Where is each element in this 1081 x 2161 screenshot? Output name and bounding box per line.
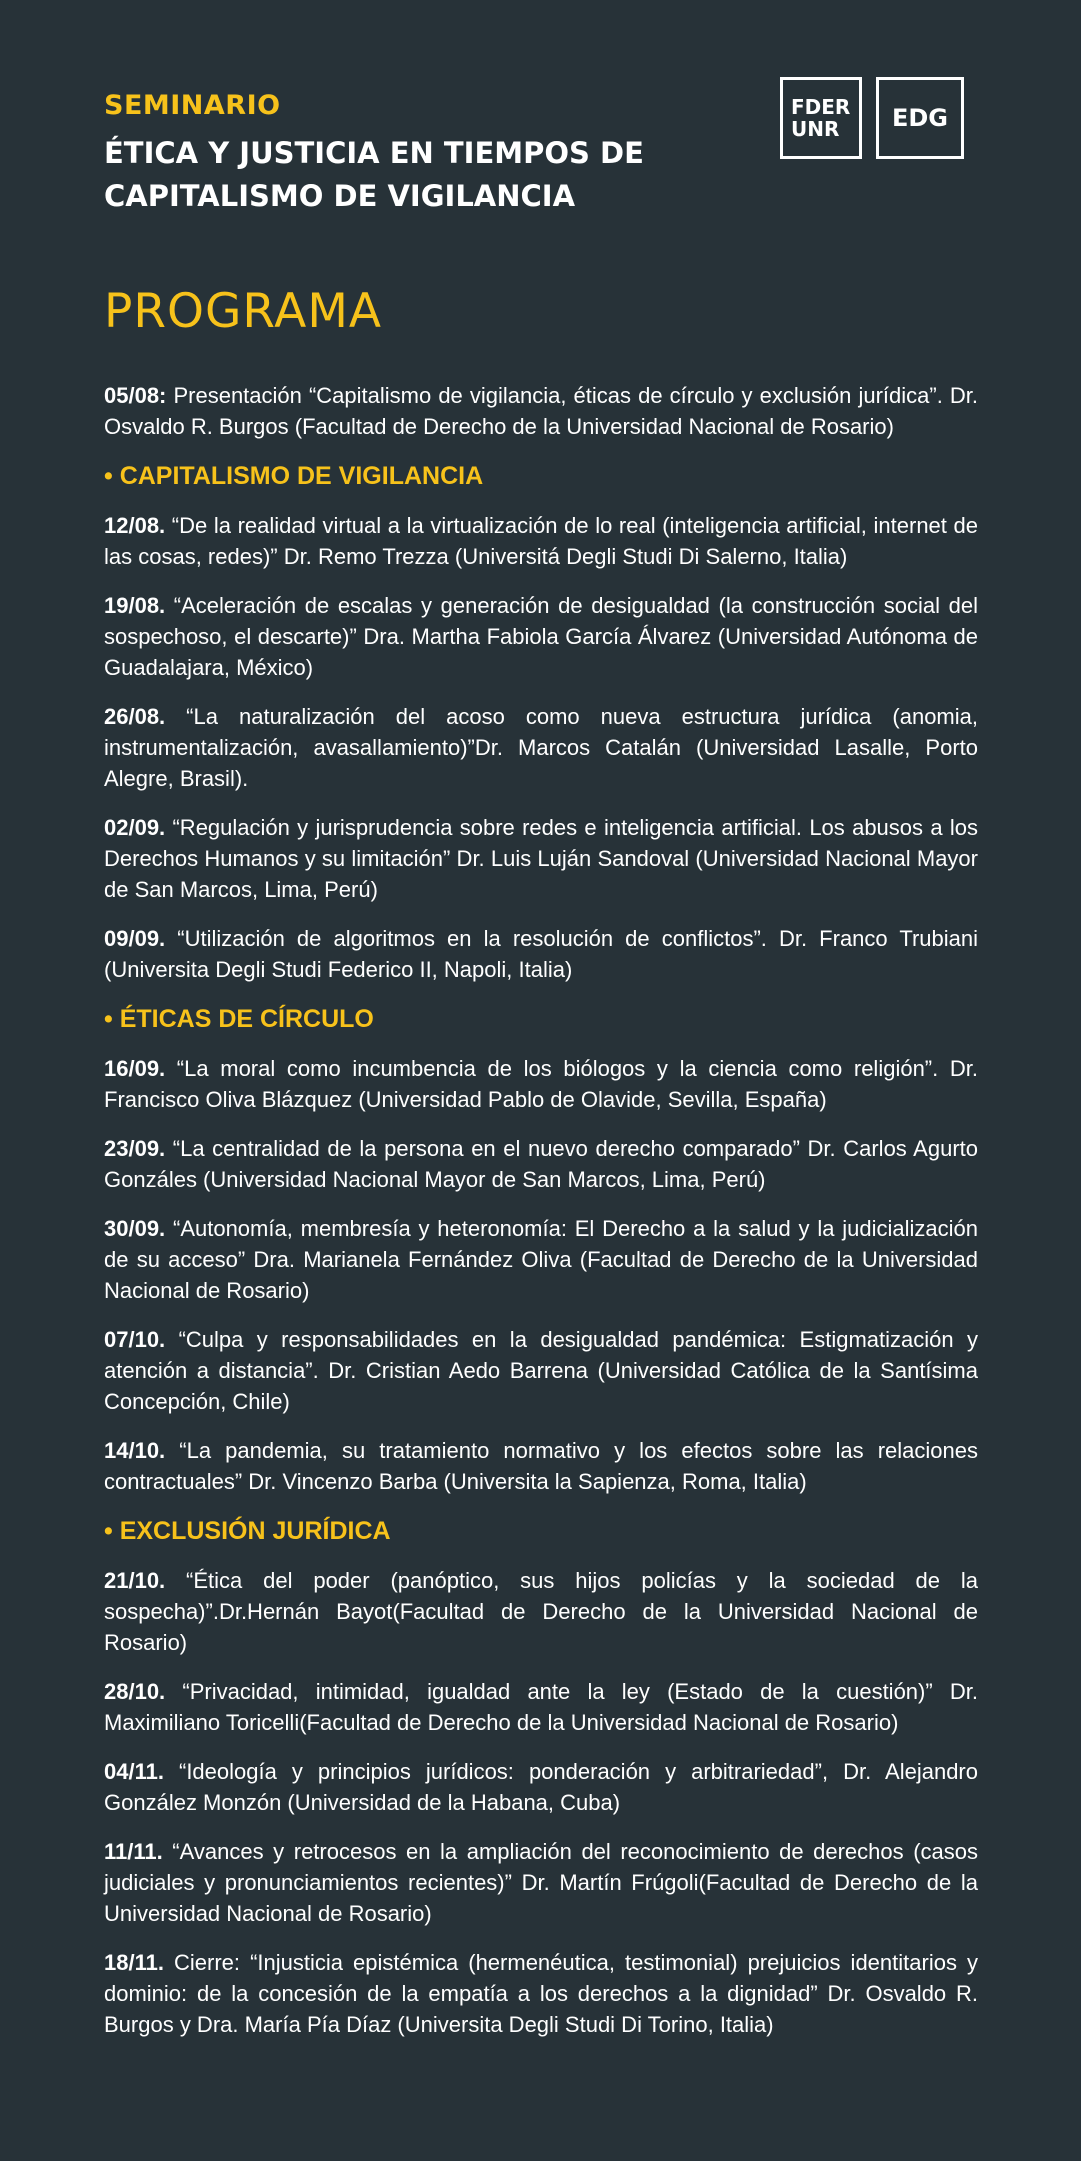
entry-date: 09/09. [104,926,166,951]
program-entry [104,1324,978,1417]
program-list [104,380,978,2058]
seminar-title [104,132,724,218]
entry-text: Presentación “Capitalismo de vigilancia, éticas de círculo y exclusión jurídica”. Dr. Osvaldo R. Burgos (Facultad de Derecho de la Universidad Nacional de Rosario) [104,383,978,439]
entry-text: “La naturalización del acoso como nueva estructura jurídica (anomia, instrumentalización, avasallamiento)”Dr. Marcos Catalán (Universidad Lasalle, Porto Alegre, Brasil). [104,704,978,791]
entry-text: “Ideología y principios jurídicos: ponderación y arbitrariedad”, Dr. Alejandro González Monzón (Universidad de la Habana, Cuba) [104,1759,978,1815]
entry-text: “La pandemia, su tratamiento normativo y los efectos sobre las relaciones contractuales” Dr. Vincenzo Barba (Universita la Sapienza, Roma, Italia) [104,1438,978,1494]
program-entry [104,1947,978,2040]
edg-logo [876,77,964,159]
entry-text: “Avances y retrocesos en la ampliación del reconocimiento de derechos (casos judiciales y pronunciamientos recientes)” Dr. Martín Frúgoli(Facultad de Derecho de la Universidad Nacional de Rosario) [104,1839,978,1926]
program-entry [104,1676,978,1738]
entry-date: 12/08. [104,513,166,538]
entry-text: “Autonomía, membresía y heteronomía: El Derecho a la salud y la judicialización de su acceso” Dra. Marianela Fernández Oliva (Facultad de Derecho de la Universidad Nacional de Rosario) [104,1216,978,1303]
program-entry [104,1435,978,1497]
seminar-label: SEMINARIO [104,90,281,121]
program-entry [104,812,978,905]
entry-date: 04/11. [104,1759,164,1784]
entry-text: “De la realidad virtual a la virtualización de lo real (inteligencia artificial, internet de las cosas, redes)” Dr. Remo Trezza (Universitá Degli Studi Di Salerno, Italia) [104,513,978,569]
entry-text: “Aceleración de escalas y generación de desigualdad (la construcción social del sospechoso, el descarte)” Dra. Martha Fabiola García Álvarez (Universidad Autónoma de Guadalajara, México) [104,593,978,680]
edg-logo-text: EDG [891,104,948,132]
entry-date: 21/10. [104,1568,166,1593]
fder-logo-line-2: UNR [791,117,840,141]
section-title-capitalismo: • CAPITALISMO DE VIGILANCIA [104,462,484,490]
program-entry [104,1213,978,1306]
entry-date: 18/11. [104,1950,164,1975]
entry-text: “Culpa y responsabilidades en la desigualdad pandémica: Estigmatización y atención a distancia”. Dr. Cristian Aedo Barrena (Universidad Católica de la Santísima Concepción, Chile) [104,1327,978,1414]
section-title-exclusion: • EXCLUSIÓN JURÍDICA [104,1517,391,1545]
entry-text: Cierre: “Injusticia epistémica (hermenéutica, testimonial) prejuicios identitarios y dominio: de la concesión de la empatía a los derechos a la dignidad” Dr. Osvaldo R. Burgos y Dra. María Pía Díaz (Universita Degli Studi Di Torino, Italia) [104,1950,978,2037]
fder-unr-logo [780,77,862,159]
entry-text: “La moral como incumbencia de los biólogos y la ciencia como religión”. Dr. Francisco Oliva Blázquez (Universidad Pablo de Olavide, Sevilla, España) [104,1056,978,1112]
seminar-title-line-2: CAPITALISMO DE VIGILANCIA [104,179,576,213]
entry-date: 23/09. [104,1136,166,1161]
section-title-eticas: • ÉTICAS DE CÍRCULO [104,1005,374,1033]
seminar-header [104,88,724,218]
entry-date: 30/09. [104,1216,166,1241]
program-entry-intro [104,380,978,442]
program-entry [104,510,978,572]
entry-date: 14/10. [104,1438,166,1463]
entry-text: “Utilización de algoritmos en la resolución de conflictos”. Dr. Franco Trubiani (Universita Degli Studi Federico II, Napoli, Italia) [104,926,978,982]
entry-date: 19/08. [104,593,166,618]
entry-date: 02/09. [104,815,166,840]
entry-text: “Regulación y jurisprudencia sobre redes e inteligencia artificial. Los abusos a los Derechos Humanos y su limitación” Dr. Luis Luján Sandoval (Universidad Nacional Mayor de San Marcos, Lima, Perú) [104,815,978,902]
entry-text: “Ética del poder (panóptico, sus hijos policías y la sociedad de la sospecha)”.Dr.Hernán Bayot(Facultad de Derecho de la Universidad Nacional de Rosario) [104,1568,978,1655]
entry-text: “La centralidad de la persona en el nuevo derecho comparado” Dr. Carlos Agurto Gonzáles (Universidad Nacional Mayor de San Marcos, Lima, Perú) [104,1136,978,1192]
program-entry [104,1565,978,1658]
entry-date: 16/09. [104,1056,166,1081]
program-entry [104,1756,978,1818]
program-entry [104,1053,978,1115]
program-entry [104,923,978,985]
program-entry [104,701,978,794]
fder-logo-line-1: FDER [791,95,851,119]
entry-date: 05/08: [104,383,167,408]
seminar-title-line-1: ÉTICA Y JUSTICIA EN TIEMPOS DE [104,136,644,170]
program-entry [104,590,978,683]
entry-date: 26/08. [104,704,166,729]
institution-logos [780,77,964,159]
program-entry [104,1133,978,1195]
program-entry [104,1836,978,1929]
entry-date: 07/10. [104,1327,166,1352]
entry-date: 11/11. [104,1839,163,1864]
program-heading: PROGRAMA [104,284,383,339]
entry-text: “Privacidad, intimidad, igualdad ante la ley (Estado de la cuestión)” Dr. Maximiliano Toricelli(Facultad de Derecho de la Universidad Nacional de Rosario) [104,1679,978,1735]
entry-date: 28/10. [104,1679,166,1704]
